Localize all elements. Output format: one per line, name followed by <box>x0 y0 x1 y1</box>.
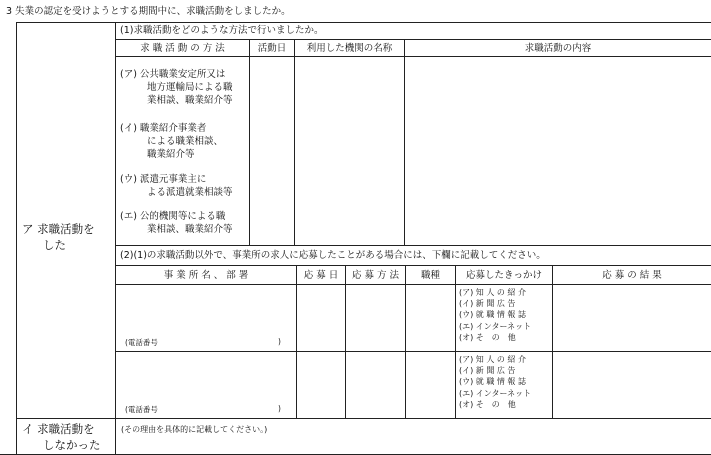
section-b-label: イ 求職活動を <box>22 422 95 436</box>
header-method: 求 職 活 動 の 方 法 <box>140 43 225 54</box>
phone-label: (電話番号 <box>125 405 158 414</box>
method-item: (エ) 公的機関等による職 業相談、職業紹介等 <box>120 211 233 235</box>
company-name-field[interactable] <box>116 285 296 335</box>
grid-line <box>16 22 711 23</box>
question-2: (2)(1)の求職活動以外で、事業所の求人に応募したことがある場合には、下欄に記載してください。 <box>120 250 546 261</box>
grid-line <box>16 22 17 455</box>
header-company: 事 業 所 名 、 部 署 <box>163 270 249 281</box>
header-result: 応 募 の 結 果 <box>602 270 662 281</box>
method-item: (ウ) 派遣元事業主に よる派遣就業相談等 <box>120 174 233 198</box>
organization-name-field[interactable] <box>295 57 404 245</box>
trigger-options <box>459 354 531 410</box>
activity-content-field[interactable] <box>405 57 711 245</box>
section-a-label-line2: した <box>43 238 66 252</box>
header-activity-date: 活動日 <box>257 43 287 54</box>
phone-label: (電話番号 <box>125 338 158 347</box>
result-field[interactable] <box>553 285 711 351</box>
trigger-option[interactable]: (エ) インターネット <box>459 388 532 398</box>
grid-line <box>16 418 711 419</box>
activity-date-field[interactable] <box>250 57 294 245</box>
trigger-option[interactable]: (ウ) 就 職 情 報 誌 <box>459 310 526 320</box>
header-apply-method: 応 募 方 法 <box>351 270 400 281</box>
section-a-label: ア 求職活動を <box>22 222 95 236</box>
method-item: (イ) 職業紹介事業者 による職業相談、 職業紹介等 <box>120 123 224 160</box>
header-trigger: 応募したきっかけ <box>465 270 542 281</box>
job-type-field[interactable] <box>406 285 455 351</box>
header-job-type: 職種 <box>420 270 440 281</box>
grid-line <box>115 245 711 246</box>
grid-line <box>115 265 711 266</box>
apply-date-field[interactable] <box>297 352 345 418</box>
apply-date-field[interactable] <box>297 285 345 351</box>
apply-method-field[interactable] <box>346 285 405 351</box>
form-title: 3 失業の認定を受けようとする期間中に、求職活動をしましたか。 <box>6 6 291 17</box>
reason-field[interactable] <box>116 436 711 454</box>
result-field[interactable] <box>553 352 711 418</box>
trigger-option[interactable]: (ウ) 就 職 情 報 誌 <box>459 377 526 387</box>
trigger-option[interactable]: (オ) そ の 他 <box>459 399 516 409</box>
phone-label-close: ) <box>278 337 281 346</box>
header-activity-content: 求職活動の内容 <box>524 43 592 54</box>
method-item: (ア) 公共職業安定所又は 地方運輸局による職 業相談、職業紹介等 <box>120 69 233 106</box>
trigger-option[interactable]: (オ) そ の 他 <box>459 332 516 342</box>
grid-line <box>455 265 456 418</box>
trigger-option[interactable]: (イ) 新 聞 広 告 <box>459 366 516 376</box>
trigger-option[interactable]: (ア) 知 人 の 紹 介 <box>459 288 526 297</box>
section-b-label-line2: しなかった <box>43 438 101 452</box>
trigger-options <box>459 287 531 343</box>
apply-method-field[interactable] <box>346 352 405 418</box>
phone-label-close: ) <box>278 404 281 413</box>
trigger-option[interactable]: (ア) 知 人 の 紹 介 <box>459 355 526 364</box>
trigger-option[interactable]: (エ) インターネット <box>459 321 532 331</box>
trigger-option[interactable]: (イ) 新 聞 広 告 <box>459 299 516 309</box>
question-1: (1)求職活動をどのような方法で行いましたか。 <box>120 25 324 36</box>
reason-note: (その理由を具体的に記載してください。) <box>121 425 268 434</box>
company-name-field[interactable] <box>116 352 296 402</box>
header-apply-date: 応 募 日 <box>303 270 339 281</box>
header-organization: 利用した機関の名称 <box>306 43 393 54</box>
grid-line <box>115 39 711 40</box>
job-type-field[interactable] <box>406 352 455 418</box>
